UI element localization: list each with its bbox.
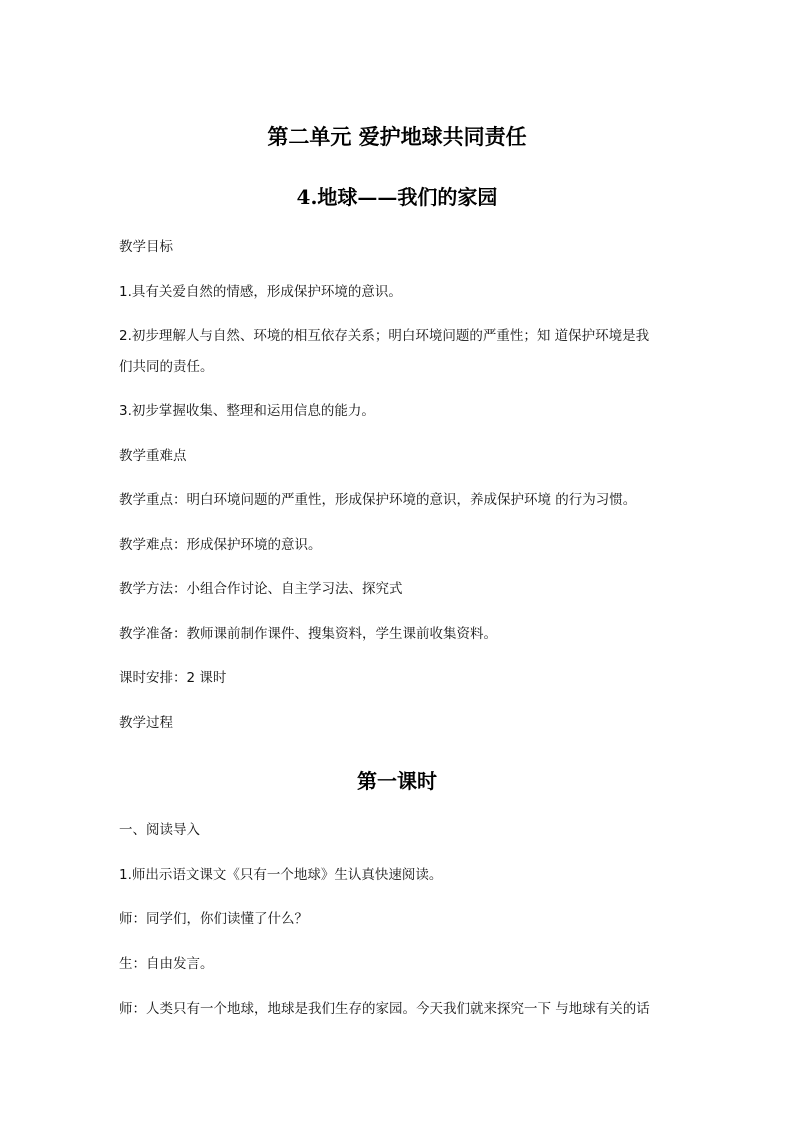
teacher-intro: 师：人类只有一个地球，地球是我们生存的家园。今天我们就来探究一下 与地球有关的话 bbox=[119, 1001, 650, 1017]
unit-title: 第二单元 爱护地球共同责任 bbox=[267, 124, 527, 149]
class-schedule: 课时安排：2 课时 bbox=[119, 670, 227, 686]
goal-1: 1.具有关爱自然的情感，形成保护环境的意识。 bbox=[119, 284, 402, 300]
goal-2-line-2: 们共同的责任。 bbox=[119, 359, 214, 375]
section-1-heading: 一、阅读导入 bbox=[119, 822, 200, 838]
teaching-method: 教学方法：小组合作讨论、自主学习法、探究式 bbox=[119, 581, 403, 597]
teacher-question: 师：同学们，你们读懂了什么？ bbox=[119, 911, 308, 927]
lesson-title: 4.地球——我们的家园 bbox=[296, 185, 498, 209]
goal-2-line-1: 2.初步理解人与自然、环境的相互依存关系；明白环境问题的严重性；知 道保护环境是我 bbox=[119, 328, 650, 344]
goal-3: 3.初步掌握收集、整理和运用信息的能力。 bbox=[119, 403, 375, 419]
process-heading: 教学过程 bbox=[119, 715, 173, 731]
goals-heading: 教学目标 bbox=[119, 239, 173, 255]
period-title: 第一课时 bbox=[357, 769, 437, 793]
teaching-preparation: 教学准备：教师课前制作课件、搜集资料，学生课前收集资料。 bbox=[119, 626, 497, 642]
key-points-heading: 教学重难点 bbox=[119, 448, 187, 464]
difficult-point: 教学难点：形成保护环境的意识。 bbox=[119, 537, 322, 553]
key-point: 教学重点：明白环境问题的严重性，形成保护环境的意识，养成保护环境 的行为习惯。 bbox=[119, 492, 637, 508]
step-1: 1.师出示语文课文《只有一个地球》生认真快速阅读。 bbox=[119, 867, 443, 883]
student-answer: 生：自由发言。 bbox=[119, 956, 214, 972]
